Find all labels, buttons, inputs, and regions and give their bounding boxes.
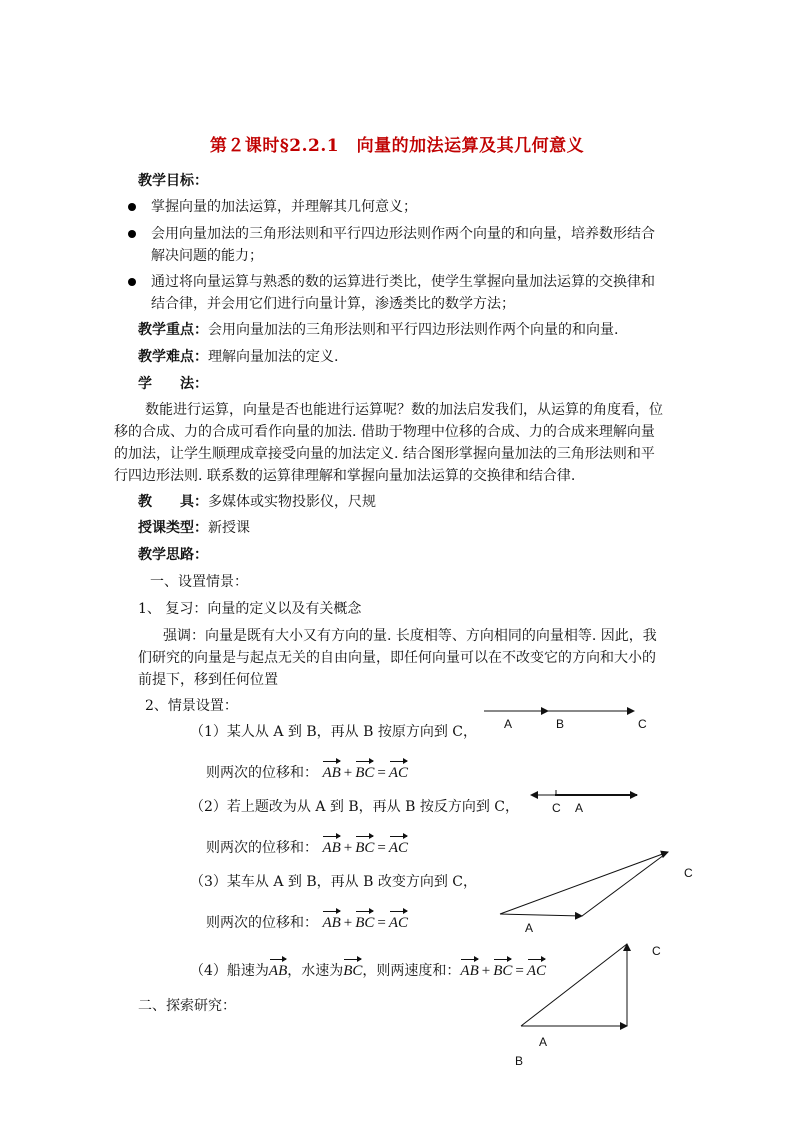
fig3-arrow-bc — [582, 852, 668, 916]
emphasis-line-2: 们研究的向量是与起点无关的自由向量，即任何向量可以在不改变它的方向和大小的 — [138, 650, 656, 666]
vector-ac: AC — [527, 958, 546, 981]
vector-ac: AC — [389, 835, 408, 858]
fig4-label-a: A — [539, 1035, 548, 1049]
fig2-label-c: C — [552, 801, 561, 815]
scenario-label: 2、情景设置： — [145, 698, 238, 714]
key-points-text: 会用向量加法的三角形法则和平行四边形法则作两个向量的和向量. — [208, 322, 619, 338]
lesson-type-label: 授课类型： — [138, 520, 208, 536]
section-1: 一、设置情景： — [150, 574, 248, 590]
vector-bc: BC — [343, 958, 362, 981]
study-line-2: 移的合成、力的合成可看作向量的加法. 借助于物理中位移的合成、力的合成来理解向量 — [114, 424, 655, 440]
equals-sign: = — [377, 840, 386, 856]
case-3-result-label: 则两次的位移和： — [206, 915, 318, 931]
case-4-mid: ，水速为 — [287, 963, 344, 979]
figure-4-right-triangle — [521, 944, 627, 1026]
vector-bc: BC — [493, 958, 512, 981]
case-1-text: （1）某人从 A 到 B，再从 B 按原方向到 C， — [190, 724, 478, 740]
study-line-3: 的加法，让学生顺理成章接受向量的加法定义. 结合图形掌握向量加法的三角形法则和平 — [114, 446, 655, 462]
case-1-result-label: 则两次的位移和： — [206, 765, 318, 781]
equals-sign: = — [377, 765, 386, 781]
plus-sign: + — [343, 840, 353, 856]
goal-3-cont: 结合律，并会用它们进行向量计算，渗透类比的数学方法； — [151, 296, 515, 312]
vector-bc: BC — [355, 760, 374, 783]
case-4-suffix: ，则两速度和： — [362, 963, 461, 979]
study-label: 学 法： — [138, 376, 208, 392]
figure-3-triangle — [500, 852, 668, 916]
case-3-text: （3）某车从 A 到 B，再从 B 改变方向到 C， — [190, 874, 478, 890]
fig3-arrow-ac — [500, 852, 668, 914]
goal-3: 通过将向量运算与熟悉的数的运算进行类比，使学生掌握向量加法运算的交换律和 — [151, 274, 655, 290]
page-title: 第２课时§2.2.1 向量的加法运算及其几何意义 — [209, 136, 585, 156]
goals-label: 教学目标： — [138, 173, 208, 189]
review: 1、 复习：向量的定义以及有关概念 — [138, 601, 362, 617]
vector-ac: AC — [389, 910, 408, 933]
equals-sign: = — [377, 915, 386, 931]
fig1-label-b: B — [556, 717, 565, 731]
vector-ab: AB — [460, 958, 478, 981]
key-points-label: 教学重点： — [138, 322, 208, 338]
tools-text: 多媒体或实物投影仪，尺规 — [208, 494, 376, 510]
fig3-label-c: C — [684, 866, 693, 880]
case-2-result-label: 则两次的位移和： — [206, 840, 318, 856]
vector-bc: BC — [355, 835, 374, 858]
vector-bc: BC — [355, 910, 374, 933]
fig1-label-a: A — [504, 717, 513, 731]
goal-2-cont: 解决问题的能力； — [151, 248, 263, 264]
vector-ab: AB — [322, 910, 340, 933]
emphasis-line-1: 强调：向量是既有大小又有方向的量. 长度相等、方向相同的向量相等. 因此，我 — [163, 628, 657, 644]
lesson-type-text: 新授课 — [208, 520, 250, 536]
tools-label: 教 具： — [138, 494, 208, 510]
plus-sign: + — [343, 765, 353, 781]
case-4-prefix: （4）船速为 — [190, 963, 269, 979]
goal-1: 掌握向量的加法运算，并理解其几何意义； — [151, 199, 417, 215]
fig2-label-a: A — [575, 801, 584, 815]
vector-ab: AB — [322, 760, 340, 783]
fig4-label-c: C — [652, 944, 661, 958]
equals-sign: = — [515, 963, 524, 979]
thinking-label: 教学思路： — [138, 547, 208, 563]
fig3-label-a: A — [525, 921, 534, 935]
difficulty-label: 教学难点： — [138, 349, 208, 365]
plus-sign: + — [343, 915, 353, 931]
difficulty-text: 理解向量加法的定义. — [208, 349, 339, 365]
section-2: 二、探索研究： — [138, 998, 236, 1014]
goal-2: 会用向量加法的三角形法则和平行四边形法则作两个向量的和向量，培养数形结合 — [151, 226, 655, 242]
fig4-arrow-ac — [521, 944, 627, 1026]
emphasis-line-3: 前提下，移到任何位置 — [138, 672, 278, 688]
vector-ab: AB — [322, 835, 340, 858]
figure-2-opposite-vectors — [531, 790, 637, 796]
study-line-1: 数能进行运算，向量是否也能进行运算呢？数的加法启发我们，从运算的角度看，位 — [145, 402, 663, 418]
vector-ab: AB — [269, 958, 287, 981]
fig1-label-c: C — [638, 717, 647, 731]
plus-sign: + — [481, 963, 491, 979]
vector-ac: AC — [389, 760, 408, 783]
fig4-label-b: B — [515, 1054, 524, 1068]
case-2-text: （2）若上题改为从 A 到 B，再从 B 按反方向到 C， — [190, 799, 520, 815]
study-line-4: 行四边形法则. 联系数的运算律理解和掌握向量加法运算的交换律和结合律. — [114, 468, 576, 484]
fig3-arrow-ab — [500, 914, 582, 916]
